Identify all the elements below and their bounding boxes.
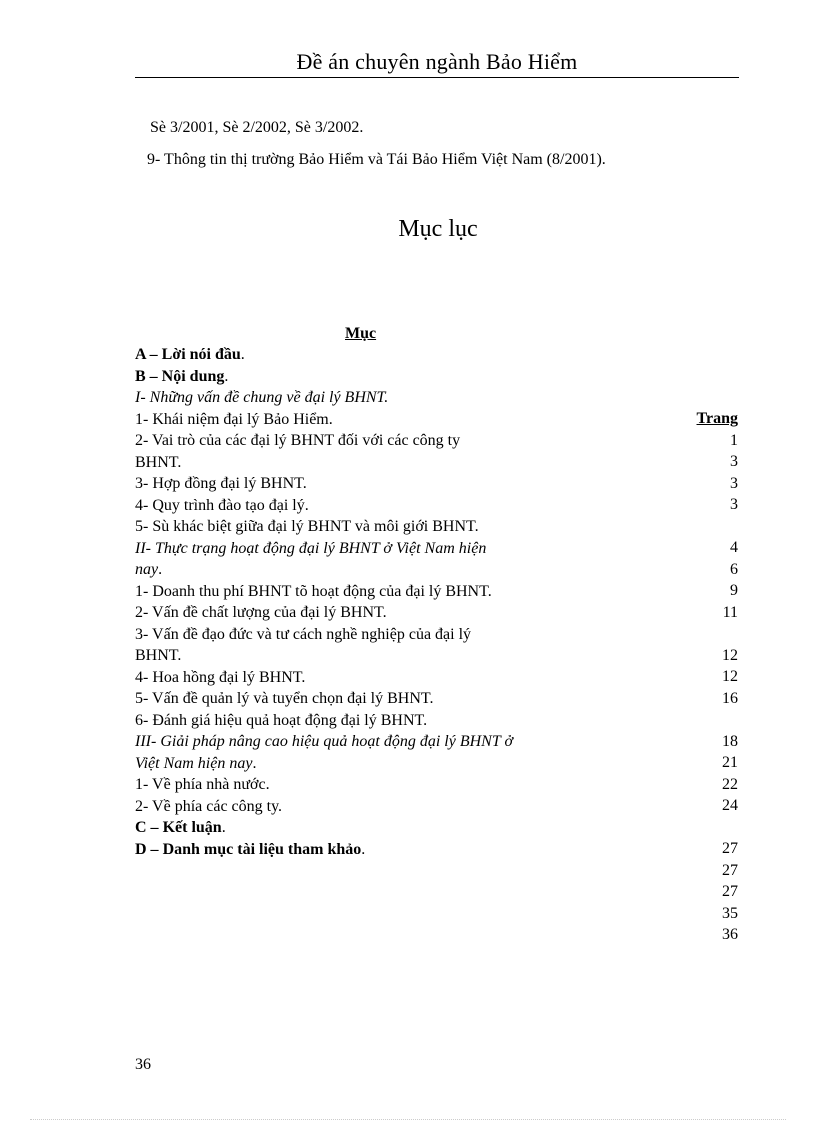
toc-entry: 1- Về phía nhà nước. <box>135 776 270 793</box>
toc-page-number <box>658 817 738 839</box>
toc-page-number: 21 <box>722 754 738 771</box>
toc-page-number: 22 <box>722 775 738 793</box>
toc-page-number: 4 <box>730 539 738 556</box>
page-bottom-border <box>30 1119 786 1120</box>
toc-section-heading: II- Thực trạng hoạt động đại lý BHNT ở Việt Nam hiện <box>135 539 487 557</box>
toc-page-number: 27 <box>722 883 738 900</box>
toc-page-number: 35 <box>722 904 738 922</box>
toc-entry: C – Kết luận. <box>135 819 226 836</box>
toc-page-number <box>658 516 738 538</box>
toc-entry: 3- Hợp đồng đại lý BHNT. <box>135 475 307 492</box>
toc-entry: 1- Khái niệm đại lý Bảo Hiểm. <box>135 410 333 428</box>
toc-page-number: 3 <box>730 474 738 492</box>
toc-entry: 4- Quy trình đào tạo đại lý. <box>135 496 309 514</box>
toc-section-heading: nay. <box>135 561 163 578</box>
toc-entry: 1- Doanh thu phí BHNT tõ hoạt động của đại lý BHNT. <box>135 582 492 600</box>
toc-entry: 5- Vấn đề quản lý và tuyển chọn đại lý BHNT. <box>135 690 434 707</box>
page-column-title: Trang <box>696 410 738 427</box>
toc-entry: 2- Về phía các công ty. <box>135 797 283 815</box>
toc-section-heading: III- Giải pháp nâng cao hiệu quả hoạt động đại lý BHNT ở <box>135 733 513 750</box>
toc-page-number: 11 <box>722 603 738 621</box>
toc-page-number: 24 <box>722 797 738 814</box>
toc-entry: 3- Vấn đề đạo đức và tư cách nghề nghiệp của đại lý <box>135 625 472 643</box>
toc-page-number-column <box>658 408 738 946</box>
toc-heading: Mục lục <box>398 216 478 242</box>
toc-entry: BHNT. <box>135 647 182 664</box>
toc-entry: BHNT. <box>135 453 182 471</box>
toc-entry: 6- Đánh giá hiệu quả hoạt động đại lý BHNT. <box>135 711 428 729</box>
toc-page-number: 18 <box>722 732 738 750</box>
toc-entry-list <box>135 344 595 860</box>
toc-page-number <box>658 709 738 731</box>
page-header-title: Đề án chuyên ngành Bảo Hiểm <box>296 49 578 74</box>
toc-entry: D – Danh mục tài liệu tham khảo. <box>135 840 366 858</box>
toc-section-heading: Việt Nam hiện nay. <box>135 754 257 772</box>
toc-page-number: 12 <box>722 668 738 685</box>
toc-page-number: 12 <box>722 646 738 664</box>
toc-page-number: 16 <box>722 689 738 707</box>
toc-entry: A – Lời nói đầu. <box>135 346 245 363</box>
toc-page-number: 6 <box>730 560 738 578</box>
toc-page-number: 36 <box>722 926 738 943</box>
toc-section-heading: I- Những vấn đề chung về đại lý BHNT. <box>135 389 389 406</box>
toc-page-number <box>658 623 738 645</box>
toc-page-number: 1 <box>730 431 738 449</box>
footer-page-number: 36 <box>135 1056 151 1073</box>
toc-page-number: 27 <box>722 840 738 857</box>
toc-page-number: 3 <box>730 453 738 470</box>
toc-entry: 2- Vấn đề chất lượng của đại lý BHNT. <box>135 604 387 621</box>
toc-column-title: Mục <box>345 325 377 342</box>
toc-entry: B – Nội dung. <box>135 367 229 385</box>
header-divider <box>135 77 739 78</box>
toc-entry: 5- Sù khác biệt giữa đại lý BHNT và môi giới BHNT. <box>135 518 479 535</box>
reference-line: Sè 3/2001, Sè 2/2002, Sè 3/2002. <box>150 119 364 136</box>
reference-line: 9- Thông tin thị trường Bảo Hiểm và Tái Bảo Hiểm Việt Nam (8/2001). <box>147 151 606 168</box>
toc-page-number: 27 <box>722 861 738 879</box>
toc-page-number: 3 <box>730 496 738 513</box>
toc-entry: 2- Vai trò của các đại lý BHNT đối với các công ty <box>135 432 461 449</box>
toc-entry: 4- Hoa hồng đại lý BHNT. <box>135 668 306 686</box>
toc-page-number: 9 <box>730 582 738 599</box>
